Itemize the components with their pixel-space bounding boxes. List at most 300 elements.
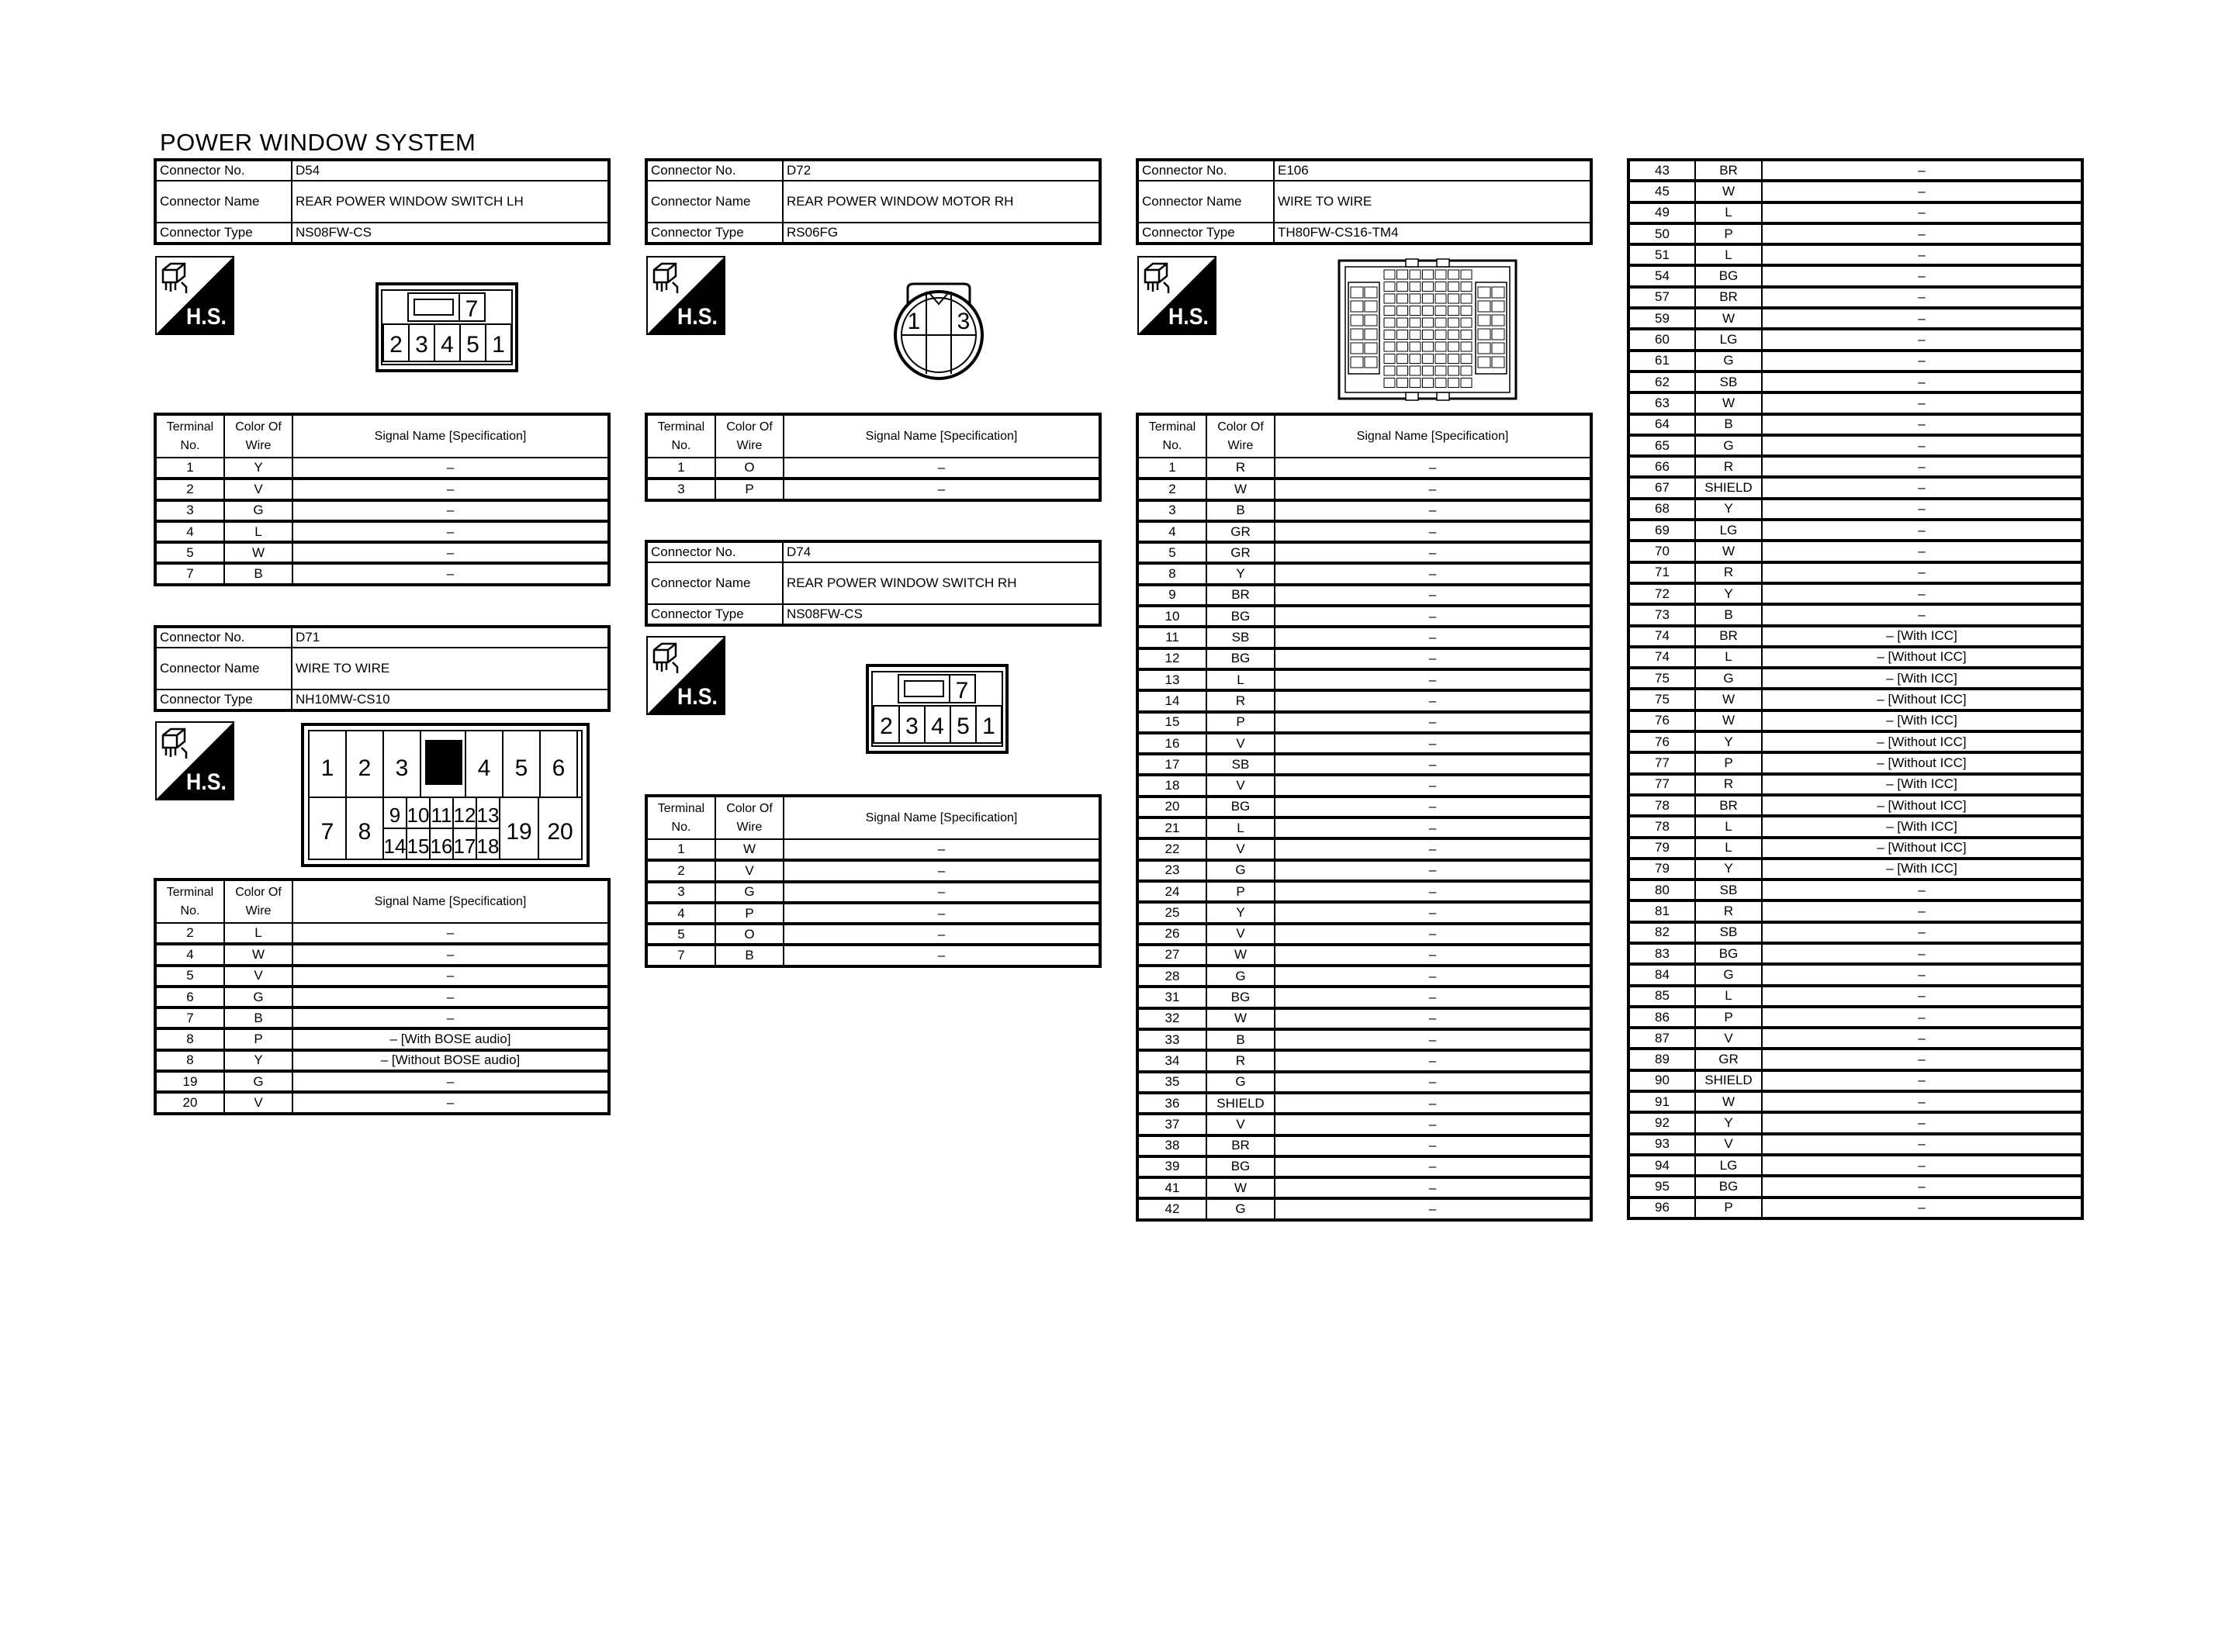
table-row xyxy=(1628,1112,2082,1133)
table-row xyxy=(1628,456,2082,477)
connector-type-value: NH10MW-CS10 xyxy=(292,689,609,710)
signal-cell: – xyxy=(1762,1007,2082,1028)
signal-cell: – xyxy=(292,944,609,965)
terminal-cell: 2 xyxy=(646,860,715,881)
terminal-cell: 23 xyxy=(1137,860,1206,881)
table-row xyxy=(1137,817,1591,838)
table-row xyxy=(646,882,1100,903)
terminal-cell: 93 xyxy=(1628,1134,1695,1155)
terminal-cell: 51 xyxy=(1628,244,1695,265)
terminal-cell: 17 xyxy=(1137,754,1206,775)
table-row xyxy=(1628,265,2082,286)
table-row xyxy=(155,563,609,584)
harness-side-icon xyxy=(155,256,234,335)
table-row xyxy=(1137,987,1591,1007)
signal-cell: – xyxy=(1762,456,2082,477)
table-row xyxy=(1628,1070,2082,1091)
signal-cell: – xyxy=(1762,308,2082,329)
wire-color-cell: P xyxy=(715,903,784,924)
wire-color-cell: LG xyxy=(1695,1155,1762,1176)
terminal-cell: 76 xyxy=(1628,710,1695,731)
signal-cell: – xyxy=(292,458,609,479)
table-row xyxy=(1628,287,2082,308)
terminal-cell: 2 xyxy=(155,479,224,499)
terminal-cell: 15 xyxy=(1137,712,1206,733)
terminal-cell: 8 xyxy=(155,1050,224,1071)
connector-info-e106 xyxy=(1136,158,1593,245)
terminal-cell: 95 xyxy=(1628,1176,1695,1197)
connector-type-value: TH80FW-CS16-TM4 xyxy=(1274,223,1591,244)
signal-cell: – xyxy=(1275,733,1591,754)
wire-color-cell: SHIELD xyxy=(1695,1070,1762,1091)
wire-color-cell: BG xyxy=(1695,265,1762,286)
signal-cell: – xyxy=(1762,604,2082,625)
wire-color-cell: Y xyxy=(1695,583,1762,604)
label-connector-name: Connector Name xyxy=(1137,181,1274,223)
signal-cell: – xyxy=(292,987,609,1007)
wire-color-cell: BG xyxy=(1206,797,1275,817)
terminal-cell: 82 xyxy=(1628,922,1695,943)
signal-cell: – [Without ICC] xyxy=(1762,689,2082,710)
wire-color-cell: BR xyxy=(1206,1135,1275,1156)
signal-cell: – xyxy=(1762,1112,2082,1133)
wire-color-cell: R xyxy=(1695,774,1762,795)
wire-color-cell: G xyxy=(715,882,784,903)
wire-color-cell: R xyxy=(1206,690,1275,711)
signal-cell: – [With BOSE audio] xyxy=(292,1028,609,1049)
terminal-cell: 80 xyxy=(1628,880,1695,900)
signal-cell: – [With ICC] xyxy=(1762,626,2082,647)
wire-color-cell: W xyxy=(1695,710,1762,731)
terminal-cell: 2 xyxy=(155,923,224,944)
signal-cell: – [With ICC] xyxy=(1762,710,2082,731)
signal-cell: – xyxy=(784,839,1100,860)
terminal-cell: 10 xyxy=(1137,606,1206,627)
pin-label: 2 xyxy=(389,332,403,358)
wire-color-cell: L xyxy=(1695,647,1762,668)
terminal-cell: 2 xyxy=(1137,479,1206,499)
signal-cell: – xyxy=(292,1092,609,1113)
pin-label: 19 xyxy=(506,819,532,845)
signal-cell: – xyxy=(1275,712,1591,733)
table-row xyxy=(1628,372,2082,392)
signal-cell: – xyxy=(1762,1091,2082,1112)
signal-cell: – xyxy=(1275,902,1591,923)
harness-side-icon xyxy=(646,256,725,335)
table-row xyxy=(1628,520,2082,541)
signal-cell: – xyxy=(1762,414,2082,435)
signal-cell: – xyxy=(784,479,1100,499)
terminal-cell: 71 xyxy=(1628,562,1695,583)
terminal-cell: 90 xyxy=(1628,1070,1695,1091)
table-row xyxy=(1628,351,2082,372)
table-row xyxy=(1137,1114,1591,1135)
terminal-cell: 54 xyxy=(1628,265,1695,286)
table-row xyxy=(1137,1198,1591,1219)
wire-color-cell: BR xyxy=(1695,287,1762,308)
wire-color-cell: W xyxy=(1206,945,1275,966)
signal-cell: – xyxy=(1762,244,2082,265)
terminal-cell: 8 xyxy=(155,1028,224,1049)
terminal-cell: 77 xyxy=(1628,752,1695,773)
table-row xyxy=(155,1092,609,1113)
wire-color-cell: G xyxy=(1695,435,1762,456)
table-row xyxy=(1628,308,2082,329)
table-row xyxy=(646,839,1100,860)
terminal-cell: 89 xyxy=(1628,1049,1695,1070)
pin-label: 11 xyxy=(431,804,452,827)
connector-name-value: WIRE TO WIRE xyxy=(292,648,609,689)
table-row xyxy=(1628,583,2082,604)
table-row xyxy=(1137,585,1591,606)
table-row xyxy=(155,1028,609,1049)
terminal-cell: 4 xyxy=(1137,521,1206,542)
table-row xyxy=(155,1071,609,1092)
terminal-cell: 4 xyxy=(155,944,224,965)
label-connector-no: Connector No. xyxy=(1137,160,1274,181)
connector-name-value: REAR POWER WINDOW SWITCH LH xyxy=(292,181,609,223)
wire-color-cell: V xyxy=(1695,1028,1762,1049)
table-row xyxy=(1628,668,2082,689)
signal-cell: – [With ICC] xyxy=(1762,816,2082,837)
terminal-cell: 28 xyxy=(1137,966,1206,987)
wire-color-cell: B xyxy=(1695,414,1762,435)
table-row xyxy=(1137,860,1591,881)
wire-color-cell: P xyxy=(1695,1007,1762,1028)
terminal-cell: 50 xyxy=(1628,223,1695,244)
signal-cell: – xyxy=(292,521,609,542)
label-connector-name: Connector Name xyxy=(646,181,783,223)
terminal-cell: 12 xyxy=(1137,648,1206,669)
pin-label: 4 xyxy=(477,755,491,781)
table-row xyxy=(1628,414,2082,435)
signal-cell: – xyxy=(1275,881,1591,902)
table-row xyxy=(1137,754,1591,775)
pin-label: 6 xyxy=(552,755,566,781)
header-color-of-wire: Color Of Wire xyxy=(715,796,784,839)
wire-color-cell: W xyxy=(1206,1008,1275,1029)
terminal-cell: 86 xyxy=(1628,1007,1695,1028)
signal-cell: – xyxy=(1275,1072,1591,1093)
table-row xyxy=(1137,1135,1591,1156)
terminal-table-d71 xyxy=(154,878,611,1115)
table-row xyxy=(155,500,609,521)
table-row xyxy=(1628,160,2082,181)
signal-cell: – xyxy=(1275,838,1591,859)
wire-color-cell: G xyxy=(1206,966,1275,987)
table-row xyxy=(1628,1028,2082,1049)
terminal-cell: 5 xyxy=(155,966,224,987)
label-connector-name: Connector Name xyxy=(646,562,783,604)
wire-color-cell: W xyxy=(1695,181,1762,202)
terminal-cell: 43 xyxy=(1628,160,1695,181)
connector-face-d74 xyxy=(866,664,1009,754)
terminal-cell: 74 xyxy=(1628,647,1695,668)
signal-cell: – xyxy=(1275,542,1591,563)
signal-cell: – xyxy=(292,479,609,499)
signal-cell: – xyxy=(784,860,1100,881)
table-row xyxy=(1137,521,1591,542)
signal-cell: – xyxy=(1275,797,1591,817)
signal-cell: – [Without ICC] xyxy=(1762,647,2082,668)
terminal-cell: 7 xyxy=(646,945,715,966)
wire-color-cell: W xyxy=(1695,1091,1762,1112)
terminal-cell: 87 xyxy=(1628,1028,1695,1049)
table-row xyxy=(1628,477,2082,498)
wire-color-cell: SB xyxy=(1695,922,1762,943)
wire-color-cell: P xyxy=(1695,223,1762,244)
header-signal-name: Signal Name [Specification] xyxy=(292,880,609,923)
terminal-cell: 94 xyxy=(1628,1155,1695,1176)
signal-cell: – xyxy=(1762,329,2082,350)
terminal-cell: 1 xyxy=(155,458,224,479)
connector-face-d54 xyxy=(375,282,518,372)
connector-no-value: D72 xyxy=(783,160,1100,181)
table-row xyxy=(1137,1029,1591,1050)
table-row xyxy=(155,923,609,944)
terminal-cell: 1 xyxy=(646,458,715,479)
terminal-cell: 73 xyxy=(1628,604,1695,625)
hs-badge-label: H.S. xyxy=(186,304,227,330)
pin-label: 7 xyxy=(955,678,969,703)
table-row xyxy=(1137,838,1591,859)
table-row xyxy=(1628,1155,2082,1176)
signal-cell: – xyxy=(784,458,1100,479)
table-row xyxy=(155,521,609,542)
label-connector-no: Connector No. xyxy=(155,627,292,648)
signal-cell: – xyxy=(1762,1070,2082,1091)
signal-cell: – xyxy=(1762,1176,2082,1197)
connector-name-value: WIRE TO WIRE xyxy=(1274,181,1591,223)
connector-name-value: REAR POWER WINDOW SWITCH RH xyxy=(783,562,1100,604)
table-row xyxy=(1628,244,2082,265)
signal-cell: – xyxy=(784,882,1100,903)
pin-label: 3 xyxy=(905,714,919,739)
terminal-cell: 84 xyxy=(1628,964,1695,985)
table-row xyxy=(155,542,609,563)
table-row xyxy=(155,987,609,1007)
table-row xyxy=(1628,880,2082,900)
pin-label: 15 xyxy=(407,835,430,858)
table-row xyxy=(1628,1049,2082,1070)
terminal-cell: 67 xyxy=(1628,477,1695,498)
terminal-cell: 25 xyxy=(1137,902,1206,923)
terminal-cell: 69 xyxy=(1628,520,1695,541)
wire-color-cell: V xyxy=(1206,733,1275,754)
table-row xyxy=(1628,922,2082,943)
wire-color-cell: W xyxy=(715,839,784,860)
signal-cell: – xyxy=(1762,986,2082,1007)
pin-label: 3 xyxy=(395,755,409,781)
terminal-cell: 72 xyxy=(1628,583,1695,604)
wire-color-cell: BR xyxy=(1695,626,1762,647)
table-row xyxy=(1628,647,2082,668)
wire-color-cell: V xyxy=(1695,1134,1762,1155)
terminal-cell: 22 xyxy=(1137,838,1206,859)
table-row xyxy=(1137,1072,1591,1093)
terminal-cell: 70 xyxy=(1628,541,1695,562)
terminal-cell: 83 xyxy=(1628,943,1695,964)
table-row xyxy=(1137,563,1591,584)
terminal-cell: 74 xyxy=(1628,626,1695,647)
table-row xyxy=(155,944,609,965)
signal-cell: – xyxy=(1275,1135,1591,1156)
wire-color-cell: V xyxy=(224,1092,292,1113)
wire-color-cell: R xyxy=(1695,900,1762,921)
signal-cell: – xyxy=(1275,1156,1591,1177)
connector-info-d71 xyxy=(154,625,611,712)
terminal-cell: 4 xyxy=(646,903,715,924)
wire-color-cell: SB xyxy=(1206,627,1275,648)
terminal-cell: 7 xyxy=(155,1007,224,1028)
connector-name-value: REAR POWER WINDOW MOTOR RH xyxy=(783,181,1100,223)
signal-cell: – xyxy=(784,945,1100,966)
table-row xyxy=(1137,881,1591,902)
connector-type-value: NS08FW-CS xyxy=(783,604,1100,625)
terminal-cell: 3 xyxy=(155,500,224,521)
wire-color-cell: Y xyxy=(1695,859,1762,880)
signal-cell: – xyxy=(1762,880,2082,900)
terminal-cell: 9 xyxy=(1137,585,1206,606)
page-title: POWER WINDOW SYSTEM xyxy=(160,129,476,156)
terminal-table-d74 xyxy=(645,794,1102,968)
signal-cell: – xyxy=(1762,562,2082,583)
terminal-cell: 34 xyxy=(1137,1050,1206,1071)
label-connector-type: Connector Type xyxy=(1137,223,1274,244)
wire-color-cell: O xyxy=(715,924,784,945)
signal-cell: – xyxy=(784,924,1100,945)
label-connector-name: Connector Name xyxy=(155,648,292,689)
connector-info-d54 xyxy=(154,158,611,245)
terminal-cell: 3 xyxy=(646,479,715,499)
pin-label: 9 xyxy=(389,804,401,827)
label-connector-type: Connector Type xyxy=(646,223,783,244)
table-row xyxy=(1137,1093,1591,1114)
wire-color-cell: Y xyxy=(1695,1112,1762,1133)
table-row xyxy=(155,1007,609,1028)
terminal-cell: 75 xyxy=(1628,689,1695,710)
wire-color-cell: L xyxy=(1695,986,1762,1007)
terminal-cell: 65 xyxy=(1628,435,1695,456)
wire-color-cell: V xyxy=(1206,775,1275,796)
pin-label: 5 xyxy=(466,332,479,358)
wire-color-cell: R xyxy=(1695,562,1762,583)
wire-color-cell: W xyxy=(1206,479,1275,499)
table-row xyxy=(1137,690,1591,711)
terminal-cell: 26 xyxy=(1137,924,1206,945)
wire-color-cell: L xyxy=(1695,202,1762,223)
pin-label: 14 xyxy=(383,835,407,858)
table-row xyxy=(1628,689,2082,710)
table-row xyxy=(1628,816,2082,837)
wire-color-cell: G xyxy=(1206,1198,1275,1219)
table-row xyxy=(1628,435,2082,456)
header-color-of-wire: Color Of Wire xyxy=(715,414,784,458)
hs-badge-label: H.S. xyxy=(677,684,718,710)
pin-label: 18 xyxy=(476,835,500,858)
wire-color-cell: B xyxy=(1206,500,1275,521)
wire-color-cell: GR xyxy=(1206,542,1275,563)
terminal-cell: 66 xyxy=(1628,456,1695,477)
terminal-table-e106 xyxy=(1136,413,1593,1222)
table-row xyxy=(1628,329,2082,350)
pin-label: 5 xyxy=(514,755,528,781)
signal-cell: – xyxy=(1275,500,1591,521)
wire-color-cell: R xyxy=(1695,456,1762,477)
wire-color-cell: L xyxy=(1206,669,1275,690)
wire-color-cell: W xyxy=(1206,1177,1275,1198)
terminal-cell: 49 xyxy=(1628,202,1695,223)
wire-color-cell: BG xyxy=(1206,1156,1275,1177)
terminal-cell: 6 xyxy=(155,987,224,1007)
terminal-cell: 96 xyxy=(1628,1198,1695,1218)
terminal-cell: 7 xyxy=(155,563,224,584)
signal-cell: – xyxy=(1275,924,1591,945)
terminal-cell: 20 xyxy=(1137,797,1206,817)
terminal-table-d54 xyxy=(154,413,611,586)
signal-cell: – xyxy=(1762,435,2082,456)
signal-cell: – xyxy=(1762,1049,2082,1070)
terminal-cell: 39 xyxy=(1137,1156,1206,1177)
terminal-cell: 91 xyxy=(1628,1091,1695,1112)
terminal-cell: 78 xyxy=(1628,816,1695,837)
wire-color-cell: P xyxy=(1206,881,1275,902)
wire-color-cell: B xyxy=(1695,604,1762,625)
table-row xyxy=(155,458,609,479)
table-row xyxy=(1628,223,2082,244)
label-connector-no: Connector No. xyxy=(646,541,783,562)
hs-badge-label: H.S. xyxy=(1168,304,1209,330)
table-row xyxy=(1137,648,1591,669)
connector-no-value: D71 xyxy=(292,627,609,648)
terminal-cell: 5 xyxy=(155,542,224,563)
wire-color-cell: R xyxy=(1206,1050,1275,1071)
wire-color-cell: G xyxy=(224,500,292,521)
connector-face-d71 xyxy=(301,723,590,867)
wire-color-cell: V xyxy=(1206,924,1275,945)
table-row xyxy=(155,966,609,987)
wire-color-cell: P xyxy=(224,1028,292,1049)
wire-color-cell: SB xyxy=(1206,754,1275,775)
label-connector-name: Connector Name xyxy=(155,181,292,223)
wire-color-cell: W xyxy=(1695,541,1762,562)
table-row xyxy=(1628,795,2082,816)
wire-color-cell: BG xyxy=(1206,648,1275,669)
pin-label: 4 xyxy=(931,714,944,739)
table-row xyxy=(646,860,1100,881)
signal-cell: – [Without ICC] xyxy=(1762,795,2082,816)
signal-cell: – xyxy=(1762,520,2082,541)
terminal-cell: 76 xyxy=(1628,731,1695,752)
table-row xyxy=(1137,733,1591,754)
wire-color-cell: BR xyxy=(1695,160,1762,181)
wire-color-cell: Y xyxy=(1206,563,1275,584)
header-color-of-wire: Color Of Wire xyxy=(224,880,292,923)
terminal-cell: 5 xyxy=(646,924,715,945)
terminal-cell: 8 xyxy=(1137,563,1206,584)
wire-color-cell: G xyxy=(224,1071,292,1092)
wire-color-cell: Y xyxy=(1695,731,1762,752)
signal-cell: – xyxy=(292,1071,609,1092)
terminal-cell: 79 xyxy=(1628,838,1695,859)
signal-cell: – [With ICC] xyxy=(1762,668,2082,689)
table-row xyxy=(155,1050,609,1071)
table-row xyxy=(1137,945,1591,966)
table-row xyxy=(1628,626,2082,647)
wire-color-cell: L xyxy=(1695,816,1762,837)
signal-cell: – xyxy=(1275,775,1591,796)
header-terminal-no: Terminal No. xyxy=(155,414,224,458)
